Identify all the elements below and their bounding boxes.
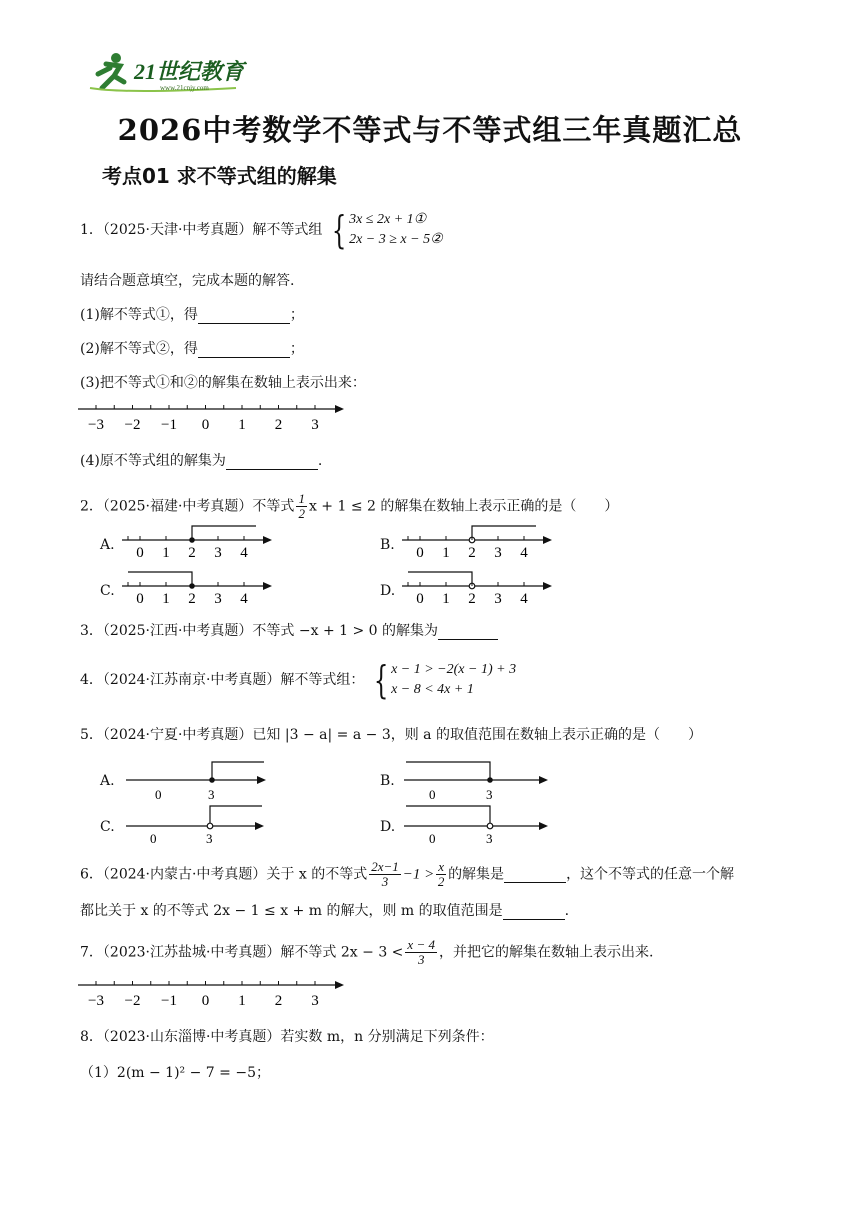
q3-text: 3．（2025·江西·中考真题）不等式 −x + 1 > 0 的解集为 [80, 623, 439, 639]
q5-b-tick-3: 3 [486, 787, 493, 802]
q1-part1-end: ； [289, 307, 304, 323]
q2-option-d-axis[interactable] [402, 566, 562, 608]
answer-blank[interactable] [226, 453, 318, 470]
q6-line2-end: . [564, 903, 570, 919]
q5-option-c-axis[interactable] [122, 800, 282, 846]
logo [86, 48, 266, 94]
q2-option-a-label[interactable]: A. [100, 537, 115, 553]
axis-tick-label: 0 [416, 591, 424, 607]
page-title: 2026中考数学不等式与不等式组三年真题汇总 [117, 113, 743, 147]
q5-d-tick-0: 0 [429, 831, 436, 846]
q2-option-d-label[interactable]: D. [380, 583, 396, 599]
axis-tick-label: 0 [201, 417, 210, 433]
q6-fraction-2: $\frac{x}{2}$ [437, 859, 445, 889]
question-2 [80, 492, 618, 521]
question-6 [80, 860, 734, 889]
axis-tick-label: 0 [201, 993, 210, 1009]
axis-tick-label: 3 [494, 591, 502, 607]
question-3 [80, 622, 498, 640]
axis-tick-label: 3 [311, 993, 319, 1009]
q2-tail: x + 1 ≤ 2 的解集在数轴上表示正确的是（ ） [308, 498, 619, 515]
q4-lead: 4．（2024·江苏南京·中考真题）解不等式组： [80, 672, 365, 688]
q5-b-tick-0: 0 [429, 787, 436, 802]
q4-line1: x − 1 > −2(x − 1) + 3 [391, 662, 517, 677]
axis-tick-label: −3 [88, 993, 104, 1009]
q4-line2: x − 8 < 4x + 1 [391, 682, 474, 697]
q1-instruction: 请结合题意填空，完成本题的解答. [80, 273, 295, 289]
axis-tick-label: 0 [136, 545, 144, 561]
q2-option-b-axis[interactable] [402, 520, 562, 562]
q5-option-c-label[interactable]: C. [100, 819, 115, 835]
q5-option-d-label[interactable]: D. [380, 819, 396, 835]
axis-tick-label: 2 [468, 591, 476, 607]
axis-tick-label: 1 [238, 417, 246, 433]
q6-tail2: ，这个不等式的任意一个解 [566, 866, 735, 883]
q1-system: { 3x ≤ 2x + 1① 2x − 3 ≥ x − 5② [331, 208, 443, 252]
axis-tick-label: 1 [238, 993, 246, 1009]
axis-tick-label: 1 [442, 591, 450, 607]
axis-tick-label: 3 [494, 545, 502, 561]
axis-tick-label: 4 [240, 545, 248, 561]
axis-tick-label: 2 [188, 545, 196, 561]
q1-part3: (3)把不等式①和②的解集在数轴上表示出来： [80, 375, 366, 391]
question-4 [80, 660, 516, 700]
logo-url: www.21cnjy.com [160, 84, 209, 92]
q4-system: { x − 1 > −2(x − 1) + 3 x − 8 < 4x + 1 [373, 658, 517, 702]
q1-part2-end: ； [289, 341, 304, 357]
q5-d-tick-3: 3 [486, 831, 493, 846]
q1-part4-label: (4)原不等式组的解集为 [80, 453, 226, 469]
axis-tick-label: 2 [274, 417, 283, 433]
q7-tail: ，并把它的解集在数轴上表示出来. [438, 944, 654, 961]
q5-option-a-label[interactable]: A. [100, 773, 115, 789]
q6-line2-text: 都比关于 x 的不等式 2x − 1 ≤ x + m 的解大，则 m 的取值范围是 [80, 903, 503, 919]
q2-option-c-axis[interactable] [122, 566, 282, 608]
question-1 [80, 210, 443, 250]
q2-option-a-axis[interactable] [122, 520, 282, 562]
logo-brand: 21世纪教育 [134, 59, 245, 84]
q1-line2: 2x − 3 ≥ x − 5② [349, 232, 443, 247]
q7-fraction: $\frac{x - 4}{3}$ [407, 937, 435, 967]
q6-line2 [80, 902, 569, 920]
q1-part4-end: . [317, 453, 323, 469]
q1-line1: 3x ≤ 2x + 1① [349, 212, 427, 227]
q5-option-d-axis[interactable] [400, 800, 560, 846]
answer-blank[interactable] [503, 903, 565, 920]
q1-part2 [80, 340, 304, 358]
axis-tick-label: 3 [214, 591, 222, 607]
q7-lead: 7．（2023·江苏盐城·中考真题）解不等式 2x − 3 < [80, 944, 404, 961]
q8-condition-1: （1）2(m − 1)² − 7 = −5； [80, 1065, 270, 1081]
q2-option-c-label[interactable]: C. [100, 583, 115, 599]
axis-tick-label: 2 [188, 591, 196, 607]
q5-option-a-axis[interactable] [122, 756, 282, 802]
axis-tick-label: 3 [214, 545, 222, 561]
q2-option-b-label[interactable]: B. [380, 537, 395, 553]
question-5: 5．（2024·宁夏·中考真题）已知 |3 − a| = a − 3，则 a 的取值范围在数轴上表示正确的是（ ） [80, 727, 702, 743]
q5-option-b-label[interactable]: B. [380, 773, 395, 789]
axis-tick-label: −3 [88, 417, 104, 433]
axis-tick-label: 2 [468, 545, 476, 561]
axis-tick-label: 2 [274, 993, 283, 1009]
number-line-1[interactable] [74, 398, 354, 434]
axis-tick-label: 1 [162, 591, 170, 607]
question-7 [80, 938, 653, 967]
q5-a-tick-3: 3 [208, 787, 215, 802]
q2-lead: 2．（2025·福建·中考真题）不等式 [80, 498, 295, 515]
axis-tick-label: −1 [161, 417, 177, 433]
q1-part1 [80, 306, 304, 324]
q6-tail: 的解集是 [448, 866, 505, 883]
axis-tick-label: −2 [124, 993, 141, 1009]
answer-blank[interactable] [438, 623, 498, 640]
q6-mid: −1 > [402, 866, 435, 883]
q5-c-tick-0: 0 [150, 831, 157, 846]
q1-lead: 1．（2025·天津·中考真题）解不等式组 [80, 222, 323, 238]
axis-tick-label: 4 [240, 591, 248, 607]
axis-tick-label: −1 [161, 993, 177, 1009]
answer-blank[interactable] [198, 307, 290, 324]
answer-blank[interactable] [504, 866, 566, 883]
number-line-2[interactable] [74, 976, 354, 1012]
axis-tick-label: 3 [311, 417, 319, 433]
q5-a-tick-0: 0 [155, 787, 162, 802]
axis-tick-label: 1 [442, 545, 450, 561]
q5-option-b-axis[interactable] [400, 756, 560, 802]
q2-fraction: $\frac{1}{2}$ [298, 491, 305, 521]
axis-tick-label: 4 [520, 545, 528, 561]
q1-part2-label: (2)解不等式②，得 [80, 341, 198, 357]
section-heading: 考点01 求不等式组的解集 [102, 164, 337, 188]
q6-lead: 6．（2024·内蒙古·中考真题）关于 x 的不等式 [80, 866, 368, 883]
answer-blank[interactable] [198, 341, 290, 358]
q6-fraction-1: $\frac{2x-1}{3}$ [371, 859, 399, 889]
q1-part1-label: (1)解不等式①，得 [80, 307, 198, 323]
axis-tick-label: 0 [136, 591, 144, 607]
axis-tick-label: −2 [124, 417, 141, 433]
axis-tick-label: 4 [520, 591, 528, 607]
q5-c-tick-3: 3 [206, 831, 213, 846]
axis-tick-label: 0 [416, 545, 424, 561]
question-8: 8．（2023·山东淄博·中考真题）若实数 m，n 分别满足下列条件： [80, 1029, 494, 1045]
q1-part4 [80, 452, 322, 470]
axis-tick-label: 1 [162, 545, 170, 561]
